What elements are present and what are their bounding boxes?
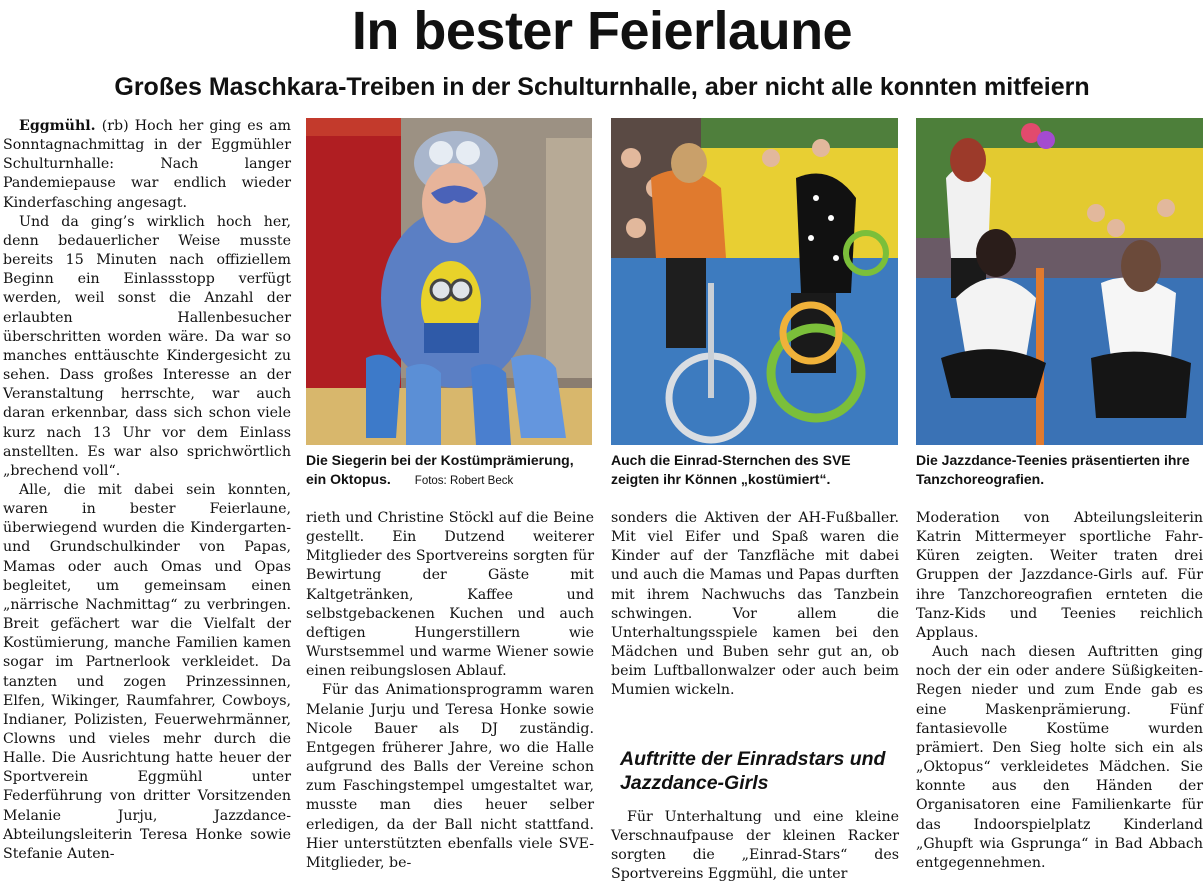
- paragraph: Alle, die mit dabei sein konnten, waren in bester Feierlaune, überwiegend wurden die Kindergarten- und Grundschulkinder von Papas, Mamas oder auch Omas und Opas begleitet, um gemeinsam einen „närrische Nachmittag“ zu verbringen. Breit gefächert war die Vielfalt der Kostümierung, manche Familien kamen sogar im Partnerlook verkleidet. Da tanzten und zogen Prinzessinnen, Elfen, Wikinger, Raumfahrer, Cowboys, Indianer, Polizisten, Feuerwehrmänner, Clowns und vieles mehr durch die Halle. Die Ausrichtung hatte heuer der Sportverein Eggmühl unter Federführung von dritter Vorsitzenden Melanie Jurju, Jazzdance-Abteilungsleiterin Teresa Honke sowie Stefanie Auten-: [3, 481, 291, 862]
- paragraph: Auch nach diesen Auftritten ging noch der ein oder andere Süßigkeiten-Regen nieder und zum Ende gab es eine Maskenprämierung. Fünf fantasievolle Kostüme wurden prämiert. Den Sieg holte sich ein als „Oktopus“ verkleidetes Mädchen. Sie konnte aus den Händen der Organisatoren eine Familienkarte für das Indoorspielplatz Kinderland „Ghupft wia Gsprunga“ in Bad Abbach entgegennehmen.: [916, 644, 1203, 871]
- paragraph: rieth und Christine Stöckl auf die Beine gestellt. Ein Dutzend weiterer Mitglieder des Sportvereins sorgten für Bewirtung der Gäste mit Kaltgetränken, Kaffee und selbstgebackenen Kuchen und auch deftigen Hungerstillern wie Wurstsemmel und warme Wiener sowie einen reibungslosen Ablauf.: [306, 510, 594, 680]
- caption-text: Die Siegerin bei der Kostümprämierung, ein Oktopus.: [306, 452, 574, 487]
- paragraph: Moderation von Abteilungsleiterin Katrin Mittermeyer sportliche Fahr-Küren zeigten. Weiter traten drei Gruppen der Jazzdance-Girls auf. Für ihre Tanzchoreografien ernteten die Tanz-Kids und Teenies reichlich Applaus.: [916, 510, 1203, 641]
- photo-jazzdance-teens: [916, 118, 1203, 445]
- photo-credit: Fotos: Robert Beck: [414, 475, 514, 487]
- paragraph: Für Unterhaltung und eine kleine Verschnaufpause der kleinen Racker sorgten die „Einrad-Stars“ des Sportvereins Eggmühl, die unter: [611, 809, 899, 883]
- headline: In bester Feierlaune: [351, 1, 853, 61]
- paragraph: sonders die Aktiven der AH-Fußballer. Mit viel Eifer und Spaß waren die Kinder auf der Tanzfläche mit dabei und auch die Mamas und Papas durften mit ihrem Nachwuchs das Tanzbein schwingen. Vor allem die Unterhaltungsspiele kamen bei den Mädchen und Buben sehr gut an, ob beim Luftballonwalzer oder auch beim Mumien wickeln.: [611, 510, 899, 699]
- photo-caption: Auch die Einrad-Sternchen des SVE zeigten ihr Können „kostümiert“.: [611, 452, 851, 487]
- dateline: Eggmühl.: [19, 118, 96, 134]
- section-subhead: Auftritte der Einradstars und Jazzdance-Girls: [620, 748, 886, 794]
- subheadline: Großes Maschkara-Treiben in der Schulturnhalle, aber nicht alle konnten mitfeiern: [114, 73, 1090, 101]
- photo-caption: [306, 451, 594, 491]
- photo-octopus-girl: [306, 118, 592, 445]
- paragraph: Für das Animationsprogramm waren Melanie Jurju und Teresa Honke sowie Nicole Bauer als DJ zuständig. Entgegen früherer Jahre, wo die Halle aufgrund des Balls der Vereine schon zum Faschingstempel umgestaltet war, musste man dies heuer selber erledigen, da der Ball nicht stattfand. Hier unterstützten ebenfalls viele SVE-Mitglieder, be-: [306, 682, 594, 871]
- paragraph: Und da ging’s wirklich hoch her, denn bedauerlicher Weise musste bereits 15 Minuten nach offiziellem Beginn ein Einlassstopp verfügt werden, weil sonst die Anzahl der erlaubten Hallenbesucher überschritten worden wäre. Da war so manches enttäuschte Kindergesicht zu sehen. Dass großes Interesse an der Veranstaltung herrschte, war auch daran erkennbar, dass sich schon viele kurz nach 13 Uhr vor dem Einlass anstellten. Es war also sprichwörtlich „brechend voll“.: [3, 213, 291, 479]
- photo-unicycle-kids: [611, 118, 898, 445]
- text-column-3: [611, 509, 899, 701]
- text-column-1: [3, 117, 291, 864]
- photo-caption: Die Jazzdance-Teenies präsentierten ihre Tanzchoreografien.: [916, 452, 1190, 487]
- text-column-3-continued: [611, 808, 899, 885]
- lead-text: (rb) Hoch her ging es am Sonntagnachmittag in der Eggmühler Schulturnhalle: Nach langer Pandemiepause war endlich wieder Kinderfasching angesagt.: [3, 118, 291, 211]
- text-column-2: [306, 509, 594, 873]
- text-column-4: [916, 509, 1203, 873]
- lead-paragraph: [3, 117, 291, 213]
